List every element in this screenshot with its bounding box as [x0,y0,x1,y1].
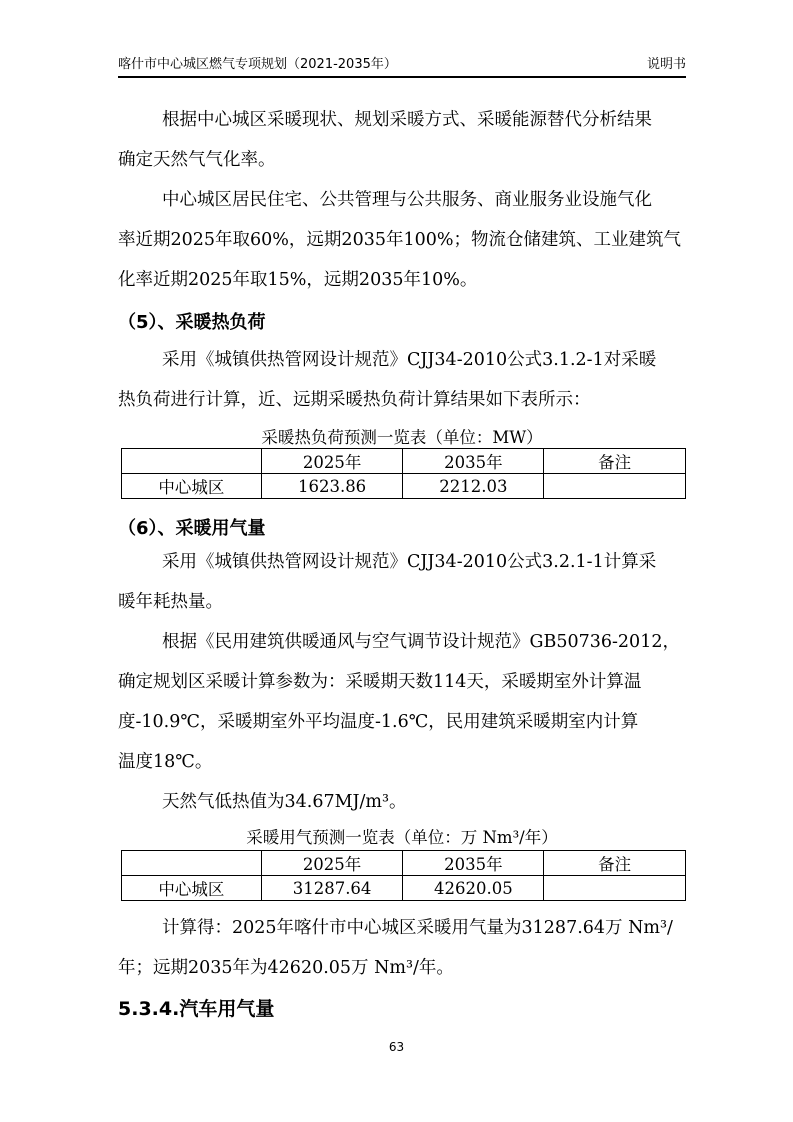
table-cell [544,474,686,499]
section-heading: （6）、采暖用气量 [118,518,266,539]
table-cell: 42620.05 [403,876,544,901]
heating-load-table [121,448,686,499]
table-header-cell: 备注 [544,851,686,876]
section-heading: 5.3.4.汽车用气量 [118,998,275,1020]
page-number: 63 [388,1040,405,1054]
table-cell: 2212.03 [403,474,544,499]
header-section: 说明书 [646,57,686,72]
section-heading: （5）、采暖热负荷 [118,312,266,333]
table-header-cell: 2035年 [403,449,544,474]
table-header-cell [122,449,262,474]
paragraph-line: 天然气低热值为34.67MJ/m³。 [162,792,407,812]
paragraph-line: 年；远期2035年为42620.05万 Nm³/年。 [118,958,454,978]
table-row [122,474,686,499]
table-cell: 31287.64 [261,876,403,901]
header-title: 喀什市中心城区燃气专项规划（2021-2035年） [118,57,397,72]
paragraph-line: 采用《城镇供热管网设计规范》CJJ34-2010公式3.1.2-1对采暖 [162,350,657,370]
header-rule [118,76,686,78]
paragraph-line: 根据中心城区采暖现状、规划采暖方式、采暖能源替代分析结果 [162,110,652,130]
paragraph-line: 确定规划区采暖计算参数为：采暖期天数114天，采暖期室外计算温 [118,672,642,692]
table-cell: 1623.86 [261,474,403,499]
paragraph-line: 率近期2025年取60%，远期2035年100%；物流仓储建筑、工业建筑气 [118,230,681,250]
page-header [118,54,686,76]
table-header-cell: 2035年 [403,851,544,876]
paragraph-line: 温度18℃。 [118,752,213,772]
table-cell: 中心城区 [122,876,262,901]
table-cell: 中心城区 [122,474,262,499]
table-cell [544,876,686,901]
table-row [122,876,686,901]
paragraph-line: 根据《民用建筑供暖通风与空气调节设计规范》GB50736-2012， [162,632,680,652]
table-header-cell [122,851,262,876]
paragraph-line: 中心城区居民住宅、公共管理与公共服务、商业服务业设施气化 [162,190,652,210]
paragraph-line: 暖年耗热量。 [118,592,223,612]
paragraph-line: 计算得：2025年喀什市中心城区采暖用气量为31287.64万 Nm³/ [162,918,673,938]
table-caption: 采暖热负荷预测一览表（单位：MW） [261,428,543,447]
paragraph-line: 确定天然气气化率。 [118,150,276,170]
table-header-cell: 2025年 [261,851,403,876]
table-header-cell: 备注 [544,449,686,474]
paragraph-line: 化率近期2025年取15%，远期2035年10%。 [118,270,478,290]
table-header-row [122,449,686,474]
table-header-row [122,851,686,876]
paragraph-line: 度-10.9℃，采暖期室外平均温度-1.6℃，民用建筑采暖期室内计算 [118,712,639,732]
paragraph-line: 采用《城镇供热管网设计规范》CJJ34-2010公式3.2.1-1计算采 [162,552,657,572]
table-header-cell: 2025年 [261,449,403,474]
heating-gas-table [121,850,686,901]
table-caption: 采暖用气预测一览表（单位：万 Nm³/年） [246,828,558,847]
paragraph-line: 热负荷进行计算，近、远期采暖热负荷计算结果如下表所示： [118,390,591,410]
